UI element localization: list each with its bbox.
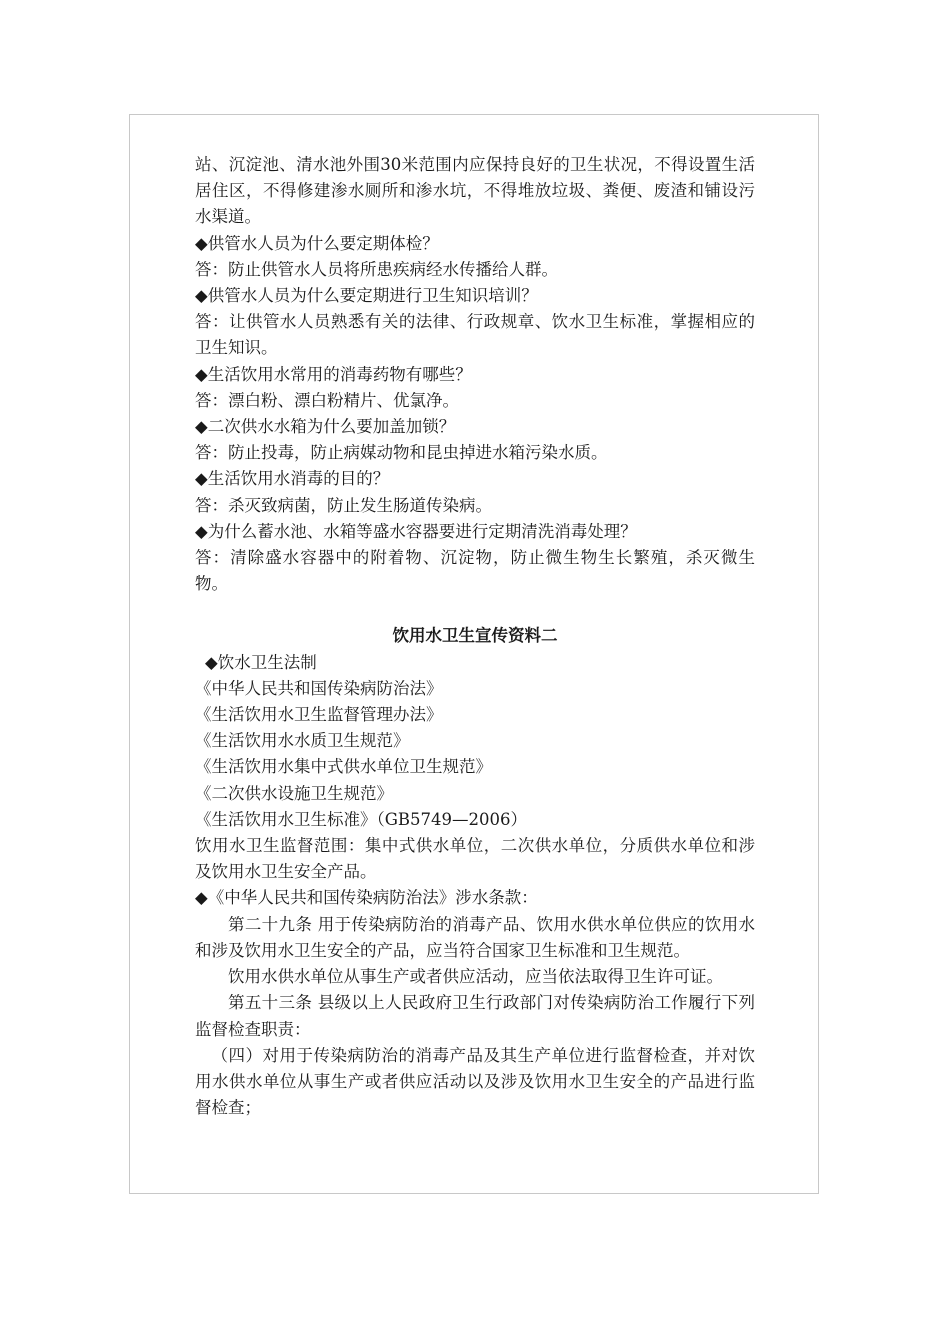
law-item: 《生活饮用水集中式供水单位卫生规范》 (195, 757, 492, 777)
law-item: 《生活饮用水水质卫生规范》 (195, 731, 410, 751)
answer-5: 答：杀灭致病菌，防止发生肠道传染病。 (195, 495, 492, 515)
question-6: ◆为什么蓄水池、水箱等盛水容器要进行定期清洗消毒处理？ (195, 521, 637, 541)
question-2: ◆供管水人员为什么要定期进行卫生知识培训？ (195, 286, 538, 306)
section-title: 饮用水卫生宣传资料二 (392, 626, 558, 646)
spacer (195, 597, 755, 623)
question-1: ◆供管水人员为什么要定期体检？ (195, 233, 439, 253)
law-item: 《生活饮用水卫生标准》（GB5749—2006） (195, 809, 528, 829)
document-body (195, 152, 755, 1121)
law-item: 《二次供水设施卫生规范》 (195, 783, 393, 803)
answer-2: 答：让供管水人员熟悉有关的法律、行政规章、饮水卫生标准，掌握相应的卫生知识。 (195, 312, 755, 358)
question-4: ◆二次供水水箱为什么要加盖加锁？ (195, 417, 456, 437)
law-item: 《生活饮用水卫生监督管理办法》 (195, 705, 443, 725)
law-item: 《中华人民共和国传染病防治法》 (195, 678, 443, 698)
article-29: 第二十九条 用于传染病防治的消毒产品、饮用水供水单位供应的饮用水和涉及饮用水卫生安全的产品，应当符合国家卫生标准和卫生规范。 (195, 914, 755, 960)
question-5: ◆生活饮用水消毒的目的？ (195, 469, 390, 489)
article-53: 第五十三条 县级以上人民政府卫生行政部门对传染病防治工作履行下列监督检查职责： (195, 993, 755, 1039)
answer-1: 答：防止供管水人员将所患疾病经水传播给人群。 (195, 259, 558, 279)
scope-paragraph: 饮用水卫生监督范围：集中式供水单位，二次供水单位，分质供水单位和涉及饮用水卫生安全产品。 (195, 836, 755, 882)
article-29-license: 饮用水供水单位从事生产或者供应活动，应当依法取得卫生许可证。 (228, 967, 723, 987)
article-53-item-4: （四）对用于传染病防治的消毒产品及其生产单位进行监督检查，并对饮用水供水单位从事生产或者供应活动以及涉及饮用水卫生安全的产品进行监督检查； (195, 1045, 755, 1118)
question-3: ◆生活饮用水常用的消毒药物有哪些？ (195, 364, 472, 384)
answer-3: 答：漂白粉、漂白粉精片、优氯净。 (195, 390, 459, 410)
intro-paragraph: 站、沉淀池、清水池外围30米范围内应保持良好的卫生状况，不得设置生活居住区，不得修建渗水厕所和渗水坑，不得堆放垃圾、粪便、废渣和铺设污水渠道。 (195, 155, 755, 227)
law-clause-heading: ◆《中华人民共和国传染病防治法》涉水条款： (195, 888, 538, 908)
answer-6: 答：清除盛水容器中的附着物、沉淀物，防止微生物生长繁殖，杀灭微生物。 (195, 548, 755, 594)
law-heading: ◆饮水卫生法制 (205, 652, 317, 672)
answer-4: 答：防止投毒，防止病媒动物和昆虫掉进水箱污染水质。 (195, 443, 608, 463)
